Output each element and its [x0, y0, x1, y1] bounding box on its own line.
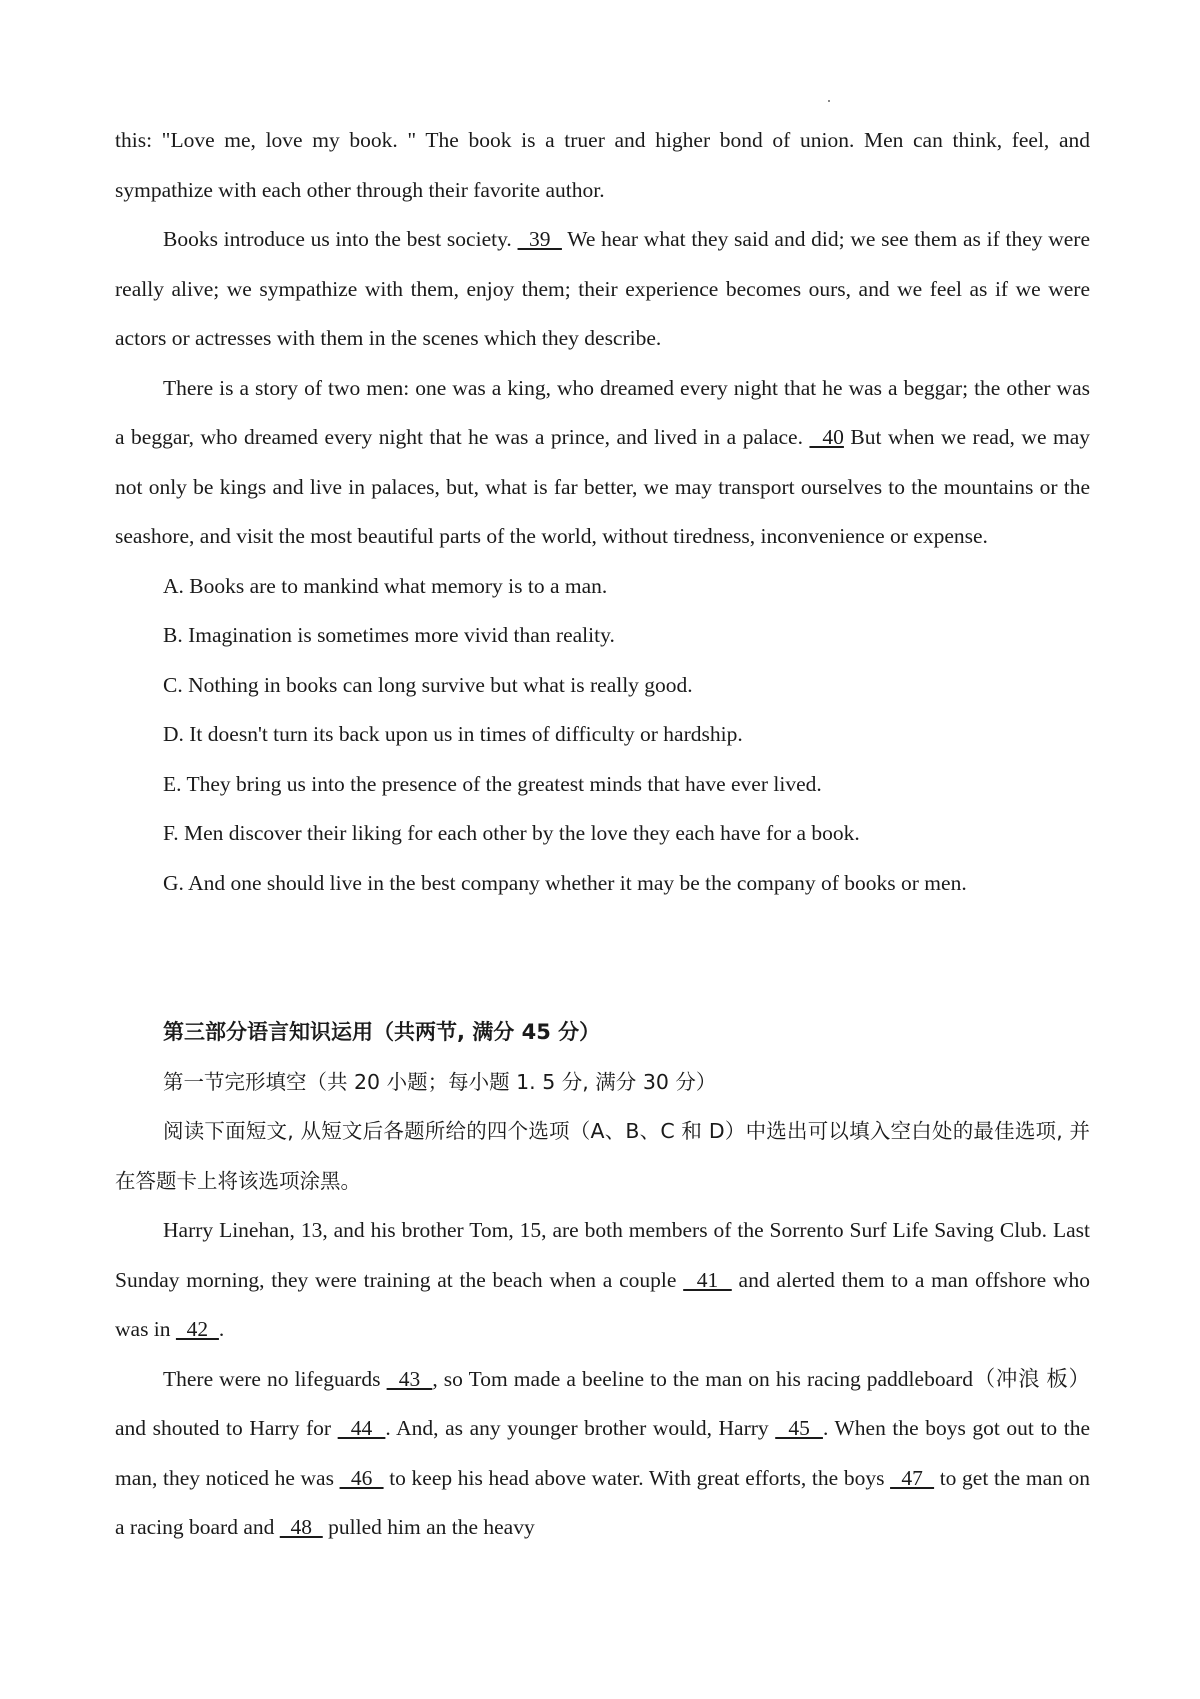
- blank-47: 47: [890, 1465, 935, 1490]
- text-run: Harry Linehan, 13, and his brother Tom, 15, are both members of the Sorrento Surf Life Saving Club. Last Sunday morning, they were training at the beach when a couple: [115, 1218, 1090, 1292]
- blank-40: 40: [809, 425, 844, 449]
- text-run: But when we read, we may not only be kings and live in palaces, but, what is far better, we may transport ourselves to the mountains or the seashore, and visit the most beautiful parts of the world, without tiredness, inconvenience or expense.: [115, 425, 1090, 548]
- blank-42: 42: [175, 1317, 219, 1341]
- section-3-instruction: 阅读下面短文, 从短文后各题所给的四个选项（A、B、C 和 D）中选出可以填入空白处的最佳选项, 并在答题卡上将该选项涂黑。: [115, 1119, 1090, 1193]
- blank-43: 43: [386, 1366, 433, 1391]
- passage-2-paragraph-1: [115, 1206, 1090, 1355]
- option-d: D. It doesn't turn its back upon us in times of difficulty or hardship.: [163, 722, 743, 746]
- blank-41: 41: [683, 1267, 732, 1292]
- option-f: F. Men discover their liking for each other by the love they each have for a book.: [163, 821, 860, 845]
- text-run: Books introduce us into the best society.: [163, 227, 518, 251]
- text-run: . When the boys got out to the man, they noticed he was: [115, 1416, 1090, 1490]
- blank-45: 45: [775, 1416, 823, 1440]
- option-b: B. Imagination is sometimes more vivid than reality.: [163, 623, 615, 647]
- blank-44: 44: [337, 1416, 386, 1440]
- text-run: to keep his head above water. With great efforts, the boys: [383, 1465, 891, 1490]
- section-3-heading: 第三部分语言知识运用（共两节, 满分 45 分）: [163, 1020, 601, 1044]
- text-run: pulled him an the heavy: [322, 1515, 535, 1539]
- text-run: There is a story of two men: one was a king, who dreamed every night that he was a beggar; the other was a beggar, who dreamed every night that he was a prince, and lived in a palace.: [115, 375, 1090, 449]
- passage-2-paragraph-2: [115, 1355, 1090, 1553]
- option-a: A. Books are to mankind what memory is to a man.: [163, 573, 608, 598]
- text-run: . And, as any younger brother would, Harry: [385, 1416, 776, 1440]
- scan-speck: [828, 100, 830, 102]
- passage-1-paragraph-1: this: "Love me, love my book. " The book is a truer and higher bond of union. Men can think, feel, and sympathize with each other through their favorite author.: [115, 128, 1090, 202]
- option-c: C. Nothing in books can long survive but what is really good.: [163, 672, 693, 697]
- passage-1-paragraph-3: [115, 364, 1090, 562]
- option-e: E. They bring us into the presence of the greatest minds that have ever lived.: [163, 771, 822, 796]
- blank-39: 39: [517, 227, 562, 251]
- text-run: .: [218, 1317, 225, 1341]
- passage-1-paragraph-2: [115, 215, 1090, 364]
- option-g: G. And one should live in the best company whether it may be the company of books or men.: [163, 870, 967, 895]
- text-run: We hear what they said and did; we see them as if they were really alive; we sympathize with them, enjoy them; their experience becomes ours, and we feel as if we were actors or actresses with them in the scenes which they describe.: [115, 227, 1090, 350]
- blank-46: 46: [339, 1465, 384, 1490]
- text-run: , so Tom made a beeline to the man on his racing paddleboard（冲浪 板） and shouted to Harry for: [115, 1366, 1091, 1440]
- section-3-subheading: 第一节完形填空（共 20 小题；每小题 1. 5 分, 满分 30 分）: [163, 1069, 717, 1094]
- text-run: and alerted them to a man offshore who was in: [115, 1267, 1090, 1341]
- blank-48: 48: [279, 1515, 323, 1539]
- text-run: There were no lifeguards: [163, 1366, 387, 1391]
- section-3: [115, 1008, 1090, 1553]
- passage-1: [115, 116, 1090, 908]
- text-run: to get the man on a racing board and: [115, 1465, 1090, 1539]
